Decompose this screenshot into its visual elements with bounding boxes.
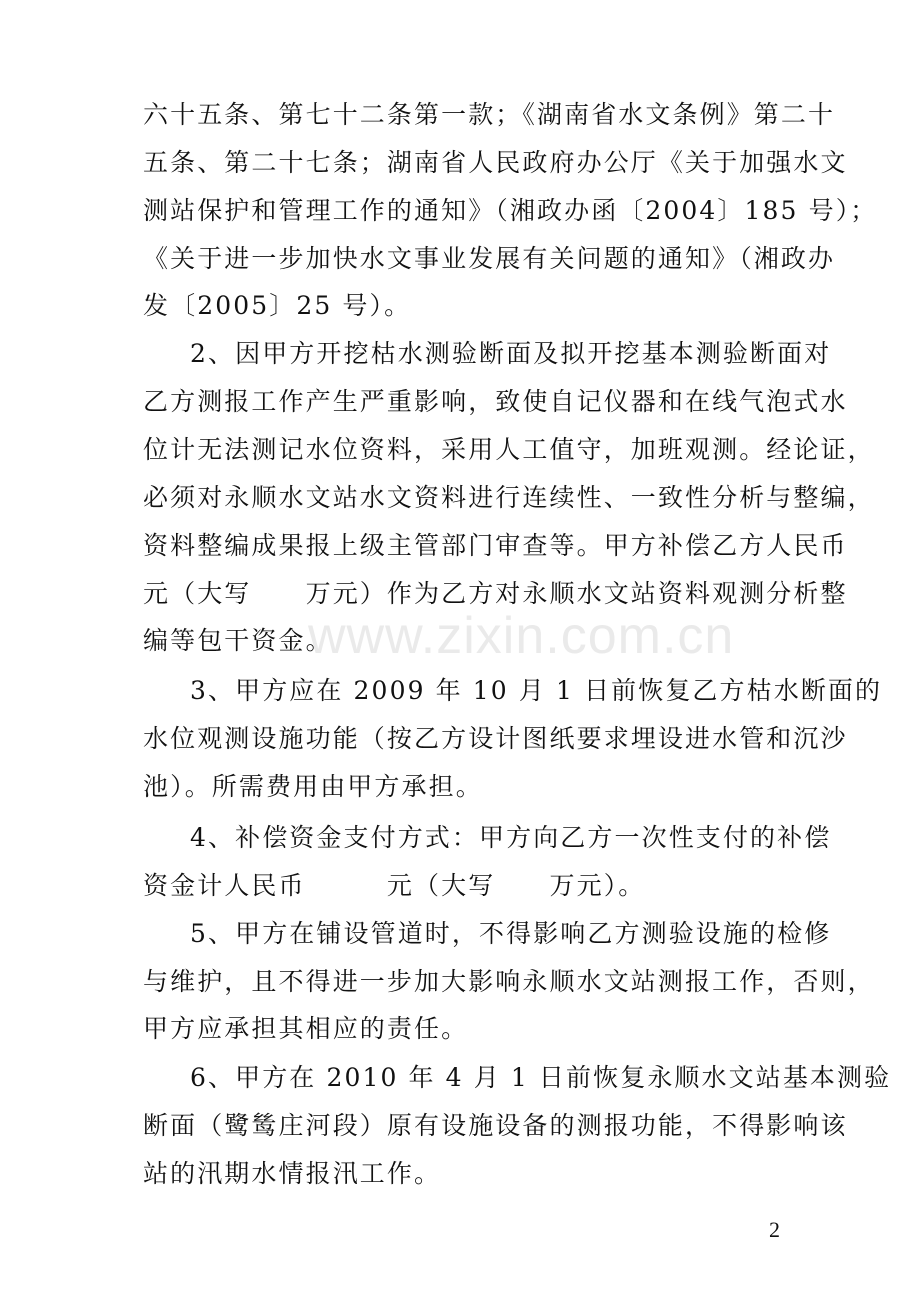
text-line: 与维护，且不得进一步加大影响永顺水文站测报工作，否则，: [143, 967, 875, 996]
text-line: 元（大写 万元）作为乙方对永顺水文站资料观测分析整: [143, 579, 848, 608]
paragraph-5-start: 5、甲方在铺设管道时，不得影响乙方测验设施的检修: [190, 919, 832, 948]
paragraph-4-start: 4、补偿资金支付方式：甲方向乙方一次性支付的补偿: [190, 823, 832, 852]
text-line: 断面（鹭鸶庄河段）原有设施设备的测报功能，不得影响该: [143, 1111, 848, 1140]
paragraph-6-start: 6、甲方在 2010 年 4 月 1 日前恢复永顺水文站基本测验: [190, 1063, 892, 1092]
text-line: 六十五条、第七十二条第一款；《湖南省水文条例》第二十: [143, 100, 836, 129]
text-line: 位计无法测记水位资料，采用人工值守，加班观测。经论证，: [143, 435, 875, 464]
text-line: 测站保护和管理工作的通知》（湘政办函〔2004〕185 号）；: [143, 196, 878, 225]
watermark: www.zixin.com.cn: [308, 607, 735, 665]
text-line: 编等包干资金。: [143, 626, 333, 655]
text-line: 必须对永顺水文站水文资料进行连续性、一致性分析与整编，: [143, 483, 875, 512]
text-line: 池）。所需费用由甲方承担。: [143, 772, 483, 801]
text-line: 资料整编成果报上级主管部门审查等。甲方补偿乙方人民币: [143, 531, 848, 560]
paragraph-2-start: 2、因甲方开挖枯水测验断面及拟开挖基本测验断面对: [190, 339, 832, 368]
text-line: 甲方应承担其相应的责任。: [143, 1014, 469, 1043]
text-line: 资金计人民币 元（大写 万元）。: [143, 871, 646, 900]
text-line: 发〔2005〕25 号）。: [143, 291, 412, 320]
text-line: 乙方测报工作产生严重影响，致使自记仪器和在线气泡式水: [143, 387, 848, 416]
text-line: 《关于进一步加快水文事业发展有关问题的通知》（湘政办: [143, 244, 836, 273]
paragraph-3-start: 3、甲方应在 2009 年 10 月 1 日前恢复乙方枯水断面的: [190, 676, 883, 705]
text-line: 站的汛期水情报汛工作。: [143, 1159, 442, 1188]
text-line: 五条、第二十七条；湖南省人民政府办公厅《关于加强水文: [143, 148, 848, 177]
text-line: 水位观测设施功能（按乙方设计图纸要求埋设进水管和沉沙: [143, 724, 848, 753]
page-number: 2: [769, 1217, 780, 1242]
